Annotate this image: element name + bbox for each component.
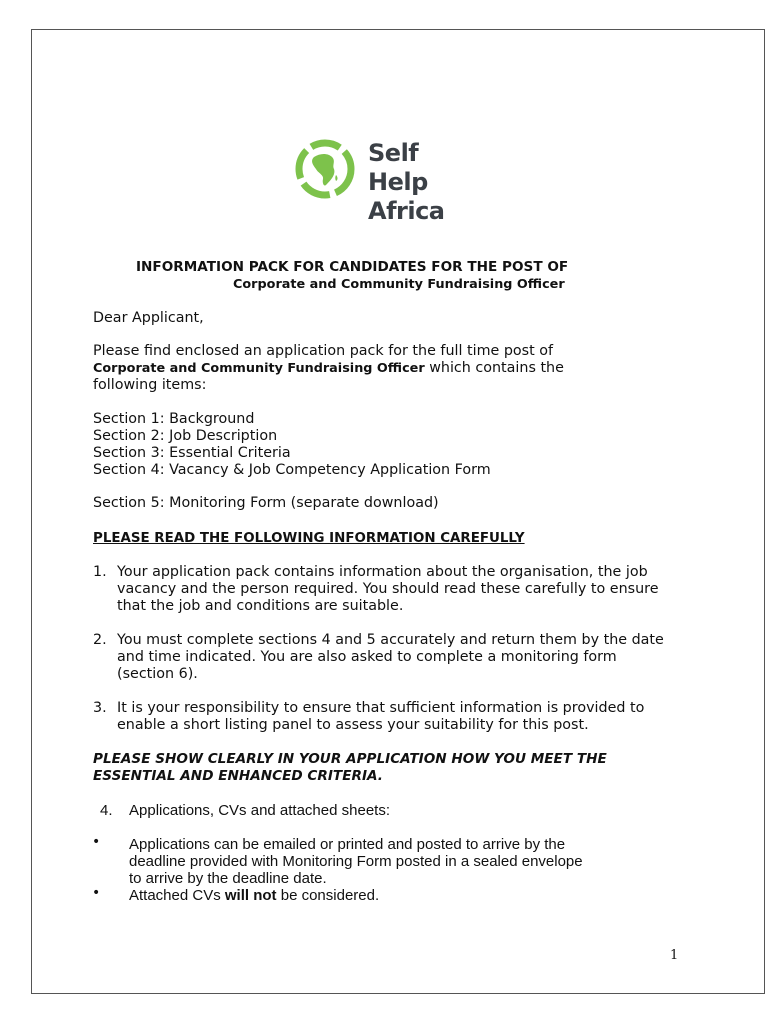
item-1-line: Your application pack contains information about the organisation, the job (117, 564, 648, 580)
show-criteria-heading-1: PLEASE SHOW CLEARLY IN YOUR APPLICATION HOW YOU MEET THE (93, 751, 607, 767)
greeting: Dear Applicant, (93, 310, 204, 326)
bullet-1-line: deadline provided with Monitoring Form posted in a sealed envelope (129, 853, 583, 870)
logo-wordmark (368, 139, 482, 226)
bullet-icon: • (92, 834, 101, 850)
doc-title: INFORMATION PACK FOR CANDIDATES FOR THE POST OF (136, 259, 569, 275)
item-2-line: (section 6). (117, 666, 198, 682)
item-3-line: enable a short listing panel to assess your suitability for this post. (117, 717, 589, 733)
item-2-number: 2. (93, 632, 107, 648)
item-1-line: vacancy and the person required. You should read these carefully to ensure (117, 581, 659, 597)
bullet-2 (129, 887, 379, 904)
logo-line-1: Self Help (368, 139, 428, 196)
post-title: Corporate and Community Fundraising Officer (233, 277, 565, 292)
bullet-1-line: Applications can be emailed or printed and posted to arrive by the (129, 836, 566, 853)
bullet-2-emphasis: will not (224, 887, 277, 904)
item-4-label: Applications, CVs and attached sheets: (129, 802, 390, 819)
intro-line-3: following items: (93, 377, 207, 393)
section-item: Section 3: Essential Criteria (93, 445, 291, 461)
item-2-line: and time indicated. You are also asked to complete a monitoring form (117, 649, 617, 665)
read-carefully-heading: PLEASE READ THE FOLLOWING INFORMATION CAREFULLY (93, 531, 525, 546)
page-number: 1 (670, 948, 679, 963)
item-2-line: You must complete sections 4 and 5 accurately and return them by the date (117, 632, 664, 648)
item-3-line: It is your responsibility to ensure that sufficient information is provided to (117, 700, 645, 716)
africa-globe-icon (292, 135, 358, 203)
self-help-africa-logo (292, 135, 482, 225)
show-criteria-heading-2: ESSENTIAL AND ENHANCED CRITERIA. (93, 768, 383, 784)
intro-line-2-rest: which contains the (424, 360, 564, 376)
bullet-2-pre: Attached CVs (129, 887, 225, 904)
bullet-icon: • (92, 885, 101, 901)
bullet-2-post: be considered. (276, 887, 380, 904)
section-item: Section 2: Job Description (93, 428, 278, 444)
section-5: Section 5: Monitoring Form (separate download) (93, 495, 439, 511)
item-4-number: 4. (100, 802, 113, 819)
section-item: Section 4: Vacancy & Job Competency Application Form (93, 462, 491, 478)
section-item: Section 1: Background (93, 411, 255, 427)
logo-line-2: Africa (368, 197, 445, 225)
intro-line-2 (93, 360, 564, 377)
intro-post-name: Corporate and Community Fundraising Officer (93, 361, 425, 376)
item-1-line: that the job and conditions are suitable. (117, 598, 404, 614)
bullet-1-line: to arrive by the deadline date. (129, 870, 327, 887)
intro-line-1: Please find enclosed an application pack for the full time post of (93, 343, 554, 359)
item-1-number: 1. (93, 564, 107, 580)
item-3-number: 3. (93, 700, 107, 716)
